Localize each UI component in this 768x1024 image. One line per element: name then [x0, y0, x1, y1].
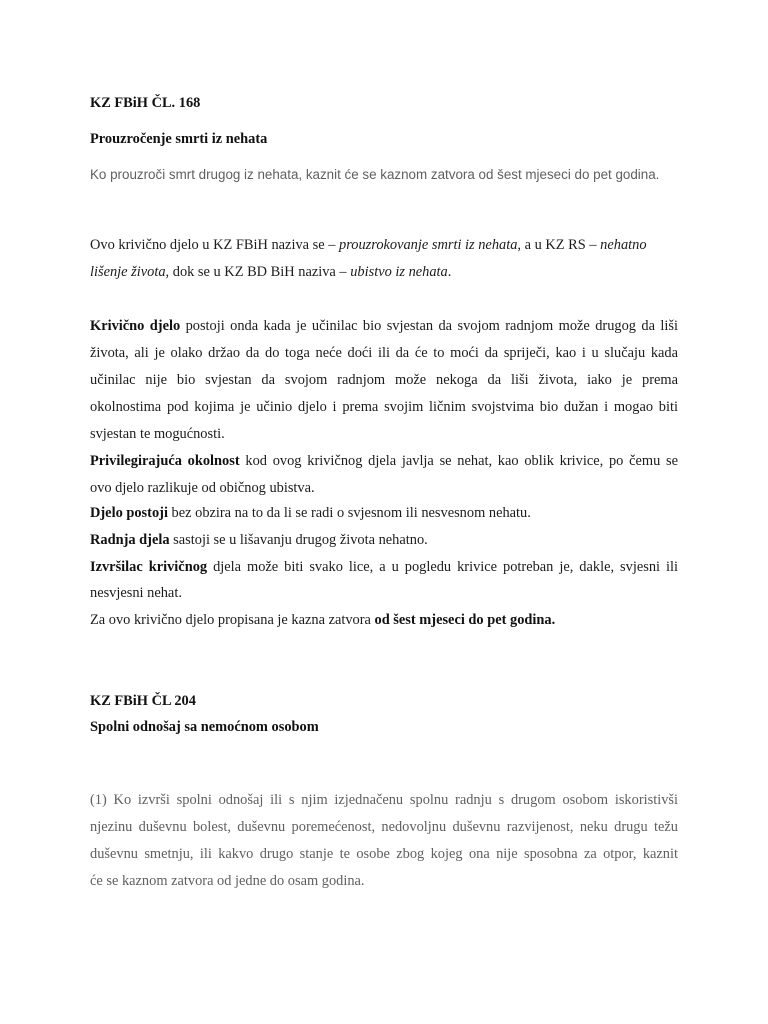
para-line-3: duševnu smetnju, ili kakvo drugo stanje te osobe zbog kojeg ona nije sposobna za otpor, kaznit [90, 846, 678, 862]
para-line-1: (1) Ko izvrši spolni odnošaj ili s njim izjednačenu spolnu radnju s drugom osobom iskoristivši [90, 792, 678, 808]
radnja-line: Radnja djela sastoji se u lišavanju drugog života nehatno. [90, 532, 428, 548]
djelo-line-5: svjestan te mogućnosti. [90, 426, 225, 442]
para-line-2: njezinu duševnu bolest, duševnu poremećenost, nedovoljnu duševnu razvijenost, neku drugu težu [90, 819, 678, 835]
section-1-title: KZ FBiH ČL. 168 [90, 95, 201, 111]
djelo-line-4: okolnostima pod kojima je učinio djelo i prema svojim ličnim svojstvima bio dužan i mogao biti [90, 399, 678, 415]
izvrsilac-line-2: nesvjesni nehat. [90, 585, 182, 601]
intro-line-1: Ovo krivično djelo u KZ FBiH naziva se – prouzrokovanje smrti iz nehata, a u KZ RS – nehatno [90, 237, 647, 253]
section-2-title: KZ FBiH ČL 204 [90, 693, 196, 709]
djelo-line-3: učinilac nije bio svjestan da svojom radnjom može nekoga da liši života, iako je prema [90, 372, 678, 388]
section-1-quote: Ko prouzroči smrt drugog iz nehata, kaznit će se kaznom zatvora od šest mjeseci do pet godina. [90, 167, 660, 182]
postoji-line: Djelo postoji bez obzira na to da li se radi o svjesnom ili nesvesnom nehatu. [90, 505, 531, 521]
kazna-line: Za ovo krivično djelo propisana je kazna zatvora od šest mjeseci do pet godina. [90, 612, 556, 628]
privilegirajuca-line-1: Privilegirajuća okolnost kod ovog krivičnog djela javlja se nehat, kao oblik krivice, po čemu se [90, 453, 678, 469]
para-line-4: će se kaznom zatvora od jedne do osam godina. [90, 873, 365, 889]
djelo-line-2: života, ali je olako držao da do toga neće doći ili da će to moći da spriječi, kao i u slučaju kada [90, 345, 678, 361]
intro-line-2: lišenje života, dok se u KZ BD BiH naziva – ubistvo iz nehata. [90, 264, 452, 280]
section-2-subtitle: Spolni odnošaj sa nemoćnom osobom [90, 719, 319, 735]
privilegirajuca-line-2: ovo djelo razlikuje od običnog ubistva. [90, 480, 315, 496]
izvrsilac-line-1: Izvršilac krivičnog djela može biti svako lice, a u pogledu krivice potreban je, dakle, svjesni ili [90, 559, 678, 575]
djelo-line-1: Krivično djelo postoji onda kada je učinilac bio svjestan da svojom radnjom može drugog da liši [90, 318, 678, 334]
section-1-subtitle: Prouzročenje smrti iz nehata [90, 131, 268, 147]
